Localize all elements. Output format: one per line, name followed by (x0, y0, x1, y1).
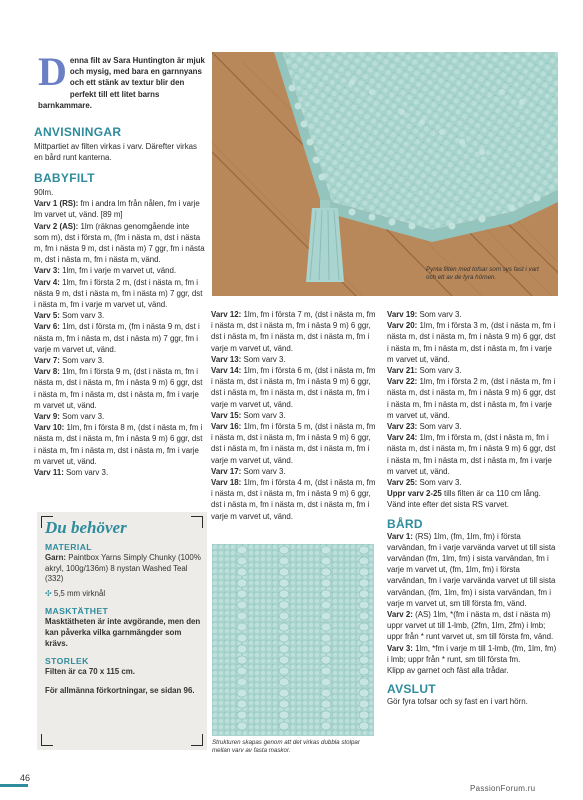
pattern-row (34, 265, 206, 276)
pattern-row (387, 309, 559, 320)
pattern-row (34, 321, 206, 355)
anvisningar-section (34, 125, 206, 163)
pattern-row (387, 609, 559, 643)
box-corner-br (191, 734, 203, 746)
row-text: 1lm, fm i första 2 m, (dst i nästa m, fm i nästa m, dst i nästa m, fm i nästa 9 m) 6 ggr, dst i nästa m, fm i nästa m, dst i nästa m, fm i varje m varvet ut, vänd. (387, 377, 556, 420)
pattern-row (387, 421, 559, 432)
materials-box (37, 512, 207, 750)
row-text: 1lm, fm i varje m varvet ut, vänd. (59, 266, 177, 276)
row-label: Varv 8: (34, 367, 60, 377)
blanket-tassel-photo (212, 52, 558, 296)
babyfilt-lm: 90lm. (34, 188, 54, 197)
photo2-caption: Strukturen skapas genom att det virkas dubbla stolpar mellan varv av fasta maskor. (212, 739, 360, 755)
garn-label: Garn: (45, 553, 67, 562)
pattern-row (387, 643, 559, 665)
pattern-row (34, 355, 206, 366)
row-text: (RS) 1lm, (fm, 1lm, fm) i första varvändan, fm i varje varvända varvet ut till sista varvändan (fm, 1lm, fm) i sista varvändan, fm i varje m varvet ut, (fm, 1lm, fm) i första varvändan, fm i varje varvända varvet ut till sista varvändan, (fm, 1lm, fm) i sista varvändan, fm i varje m varvet ut, sm till första fm, vänd. (387, 531, 556, 608)
row-label: Varv 19: (387, 310, 418, 319)
row-label: Varv 15: (211, 410, 242, 420)
row-label: Varv 1: (387, 531, 413, 541)
material-text (45, 553, 201, 585)
row-text: 1lm, fm i första 9 m, (dst i nästa m, fm i nästa m, dst i nästa m, fm i nästa 9 m) 6 ggr, dst i nästa m, fm i nästa m, dst i nästa m, fm i varje m varvet ut, vänd. (34, 367, 203, 410)
intro-text: enna filt av Sara Huntington är mjuk och mysig, med bara en garnnyans och ett stänk av textur blir den perfekt till ett litet barns barnkammare. (38, 56, 205, 110)
pattern-row (34, 310, 206, 321)
row-text: Som varv 3. (241, 410, 286, 420)
row-text: 1lm, fm i första 7 m, (dst i nästa m, fm i nästa m, dst i nästa m, fm i nästa 9 m) 6 ggr, dst i nästa m, fm i nästa m, dst i nästa m, fm i varje m varvet ut, vänd. (211, 310, 376, 353)
avslut-text: Gör fyra tofsar och sy fast en i vart hörn. (387, 697, 528, 707)
row-label: Varv 9: (34, 412, 60, 422)
row-text: Som varv 3. (417, 310, 462, 319)
box-title: Du behöver (45, 518, 127, 537)
row-text: Som varv 3. (417, 478, 462, 488)
row-text: Som varv 3. (59, 412, 105, 422)
needle-text: 5,5 mm virknål (53, 588, 106, 598)
row-text: Som varv 3. (417, 366, 462, 376)
drop-cap: D (38, 49, 67, 94)
row-text: Som varv 3. (241, 354, 286, 364)
row-text: 1lm, dst i första m, (fm i nästa 9 m, dst i nästa m, fm i nästa m, dst i nästa m) 7 ggr, fm i varje m varvet ut, vänd. (34, 322, 200, 354)
row-label: Varv 3: (34, 266, 60, 276)
masktathet-heading: MASKTÄTHET (45, 606, 109, 617)
row-text: 1lm, fm i första 5 m, (dst i nästa m, fm i nästa m, dst i nästa m, fm i nästa 9 m) 6 ggr, dst i nästa m, fm i nästa m, dst i nästa m, fm i varje m varvet ut, vänd. (211, 422, 376, 465)
garn-text: Paintbox Yarns Simply Chunky (100% akryl, 100g/136m) 8 nystan Washed Teal (332) (45, 553, 201, 584)
pattern-row (387, 432, 559, 477)
texture-illustration (212, 544, 374, 736)
row-label: Varv 12: (211, 310, 242, 319)
row-text: 1lm, fm i första 4 m, (dst i nästa m, fm i nästa m, dst i nästa m, fm i nästa 9 m) 6 ggr, dst i nästa m, fm i nästa m, dst i nästa m, fm i varje m varvet ut, vänd. (211, 478, 376, 521)
pattern-row (387, 531, 559, 609)
pattern-row (211, 309, 379, 354)
row-text: 1lm, fm i första 6 m, (dst i nästa m, fm i nästa m, dst i nästa m, fm i nästa 9 m) 6 ggr, dst i nästa m, fm i nästa m, dst i nästa m, fm i varje m varvet ut, vänd. (211, 366, 376, 409)
intro-paragraph (38, 49, 208, 111)
pattern-row (34, 467, 206, 478)
row-text: Som varv 3. (241, 466, 286, 476)
pattern-row (211, 365, 379, 410)
pattern-row (211, 354, 379, 365)
masktathet-text: Masktätheten är inte avgörande, men den kan påverka vilka garnmängder som krävs. (45, 617, 201, 648)
pattern-row (211, 421, 379, 466)
avslut-heading: AVSLUT (387, 682, 436, 697)
row-label: Varv 11: (34, 468, 64, 478)
row-label: Varv 10: (34, 423, 65, 433)
upprepa-row (387, 488, 559, 510)
row-label: Varv 2 (AS): (34, 221, 79, 231)
row-label: Varv 16: (211, 422, 242, 432)
pattern-row (387, 320, 559, 365)
row-text: 1lm (räknas genomgående inte som m), dst i första m, (fm i nästa m, dst i nästa m, fm i nästa 9 m, dst i nästa m) 7 ggr, fm i nästa m, dst i nästa m, fm i nästa m, vänd. (34, 221, 205, 265)
anvisningar-heading: ANVISNINGAR (34, 125, 122, 139)
storlek-heading: STORLEK (45, 656, 89, 667)
bard-end: Klipp av garnet och fäst alla trådar. (387, 666, 509, 676)
upprepa-text: tills filten är ca 110 cm lång. Vänd inte efter det sista RS varvet. (387, 489, 541, 510)
row-text: 1lm, fm i första m, (dst i nästa m, fm i nästa m, dst i nästa m, fm i nästa 9 m) 6 ggr, dst i nästa m, fm i nästa m, dst i nästa m, fm i varje m varvet ut, vänd. (387, 433, 556, 476)
row-label: Varv 1 (RS): (34, 199, 79, 209)
row-label: Varv 22: (387, 377, 418, 387)
storlek-text: Filten är ca 70 x 115 cm. (45, 667, 135, 677)
row-label: Varv 2: (387, 610, 413, 620)
pattern-row (211, 410, 379, 421)
abbreviations-note: För allmänna förkortningar, se sidan 96. (45, 685, 195, 695)
hook-icon: ✣ (45, 588, 52, 598)
row-label: Varv 25: (387, 478, 418, 488)
col3-section (387, 309, 559, 708)
row-label: Varv 23: (387, 422, 418, 432)
pattern-row (34, 277, 206, 311)
row-text: 1lm, fm i första 8 m, (dst i nästa m, fm i nästa m, dst i nästa m, fm i nästa 9 m) 6 ggr, dst i nästa m, fm i nästa m, dst i nästa m, fm i varje m varvet ut, vänd. (34, 423, 203, 466)
pattern-row (34, 366, 206, 411)
pattern-row (387, 477, 559, 488)
row-label: Varv 7: (34, 356, 60, 366)
row-label: Varv 21: (387, 366, 418, 376)
pattern-row (211, 466, 379, 477)
row-text: 1lm, fm i första 3 m, (dst i nästa m, fm i nästa m, dst i nästa m, fm i nästa 9 m) 6 ggr, dst i nästa m, fm i nästa m, dst i nästa m, fm i varje m varvet ut, vänd. (387, 321, 556, 364)
blanket-tassel-illustration (212, 52, 558, 296)
col3-rows (387, 309, 559, 488)
row-label: Varv 20: (387, 321, 418, 331)
box-corner-bl (41, 734, 53, 746)
row-text: Som varv 3. (59, 356, 105, 366)
material-heading: MATERIAL (45, 542, 92, 552)
photo1-caption: Pynta filten med tofsar som sys fast i vart och ett av de fyra hörnen. (426, 266, 539, 282)
babyfilt-heading: BABYFILT (34, 171, 95, 185)
row-text: Som varv 3. (417, 422, 462, 432)
pattern-row (387, 365, 559, 376)
pattern-row (34, 422, 206, 467)
babyfilt-rows (34, 198, 206, 478)
watermark: PassionForum.ru (470, 784, 536, 793)
row-label: Varv 5: (34, 311, 60, 321)
pattern-row (211, 477, 379, 522)
row-label: Varv 3: (387, 643, 413, 653)
col2-rows (211, 309, 379, 522)
pattern-row (387, 376, 559, 421)
page-bar (0, 784, 28, 787)
tassel (306, 200, 344, 282)
row-text: Som varv 3. (59, 311, 105, 321)
row-text: Som varv 3. (63, 468, 109, 478)
row-text: 1lm, fm i första 2 m, (dst i nästa m, fm i nästa 9 m, dst i nästa m, fm i nästa m) 7 ggr, dst i nästa m, fm i varje m varvet ut, vänd. (34, 277, 203, 310)
babyfilt-section (34, 171, 206, 478)
page-number: 46 (20, 773, 31, 783)
bard-heading: BÅRD (387, 516, 423, 531)
row-label: Varv 6: (34, 322, 60, 332)
blanket-texture-photo (212, 544, 374, 736)
row-text: 1lm, *fm i varje m till 1-lmb, (fm, 1lm, fm) i lmb; uppr från * runt, sm till första fm. (387, 643, 557, 664)
row-label: Varv 24: (387, 433, 418, 443)
bard-rows (387, 531, 559, 665)
upprepa-label: Uppr varv 2-25 (387, 489, 442, 499)
row-label: Varv 14: (211, 366, 242, 376)
row-label: Varv 18: (211, 478, 242, 488)
pattern-row (34, 411, 206, 422)
row-text: (AS) 1lm, *(fm i nästa m, dst i nästa m) uppr varvet ut till 1-lmb, (2fm, 1lm, 2fm) i lmb; uppr från * runt varvet ut, sm till första fm, vänd. (387, 610, 554, 642)
pattern-row (34, 198, 206, 220)
row-label: Varv 17: (211, 466, 242, 476)
row-label: Varv 13: (211, 354, 242, 364)
pattern-row (34, 221, 206, 266)
anvisningar-text: Mittpartiet av filten virkas i varv. Därefter virkas en bård runt kanterna. (34, 142, 197, 163)
needle-row (45, 589, 201, 600)
row-text: fm i andra lm från nålen, fm i varje lm varvet ut, vänd. [89 m] (34, 199, 200, 220)
row-label: Varv 4: (34, 277, 60, 287)
